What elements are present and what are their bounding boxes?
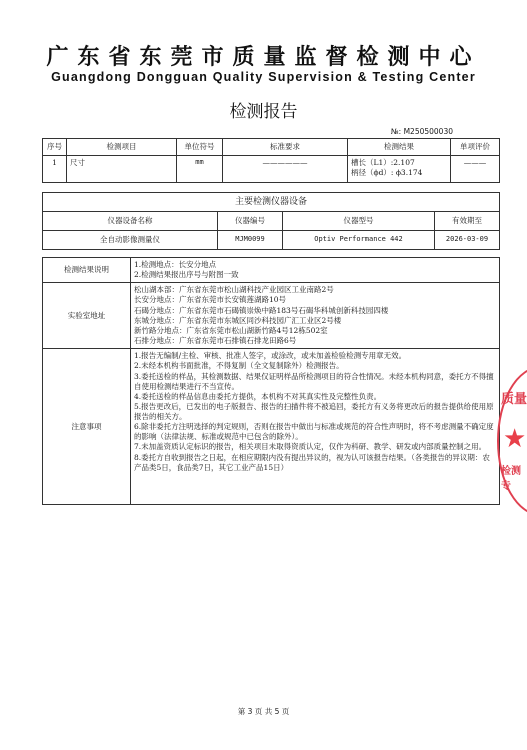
col-header-equipment-name: 仪器设备名称	[43, 212, 218, 231]
lab-address-line: 石排分地点：广东省东莞市石排镇石排龙田路6号	[134, 335, 297, 345]
explanation-content	[131, 258, 500, 283]
table-row	[43, 156, 500, 183]
note-line: 5.报告更改后，已发出的电子版报告、报告的扫描件将不被追回，委托方有义务将更改后的报告提供给使用原报告的相关方。	[134, 401, 494, 421]
col-header-equipment-number: 仪器编号	[218, 212, 283, 231]
results-table	[42, 138, 500, 183]
note-line: 7.未加盖资质认定标识的报告，相关项目未取得资质认定，仅作为科研、教学、研发或内部质量控制之用。	[134, 442, 487, 452]
col-header-requirement: 标准要求	[223, 139, 348, 156]
seal-text-top: 质量	[501, 392, 527, 407]
note-line: 8.委托方自收到报告之日起，在相应期限内没有提出异议的，视为认可该报告结果。（各类报告的异议期：农产品类5日，食品类7日，其它工业产品15日）	[134, 452, 490, 472]
col-header-unit: 单位符号	[177, 139, 223, 156]
row-requirement: ——————	[223, 156, 348, 183]
notes-content	[131, 349, 500, 505]
equipment-table-header	[43, 212, 500, 231]
star-icon: ★	[503, 424, 527, 454]
organization-name-cn: 广东省东莞市质量监督检测中心	[46, 45, 481, 70]
row-unit: mm	[177, 156, 223, 183]
lab-address-row	[43, 283, 500, 349]
col-header-result: 检测结果	[348, 139, 451, 156]
lab-address-line: 石碣分地点：广东省东莞市石碣镇崇焕中路183号石碣华科城创新科技园四楼	[134, 305, 389, 315]
seal-text-bottom: 检测专	[501, 466, 521, 492]
table-row	[43, 231, 500, 250]
organization-name-en: Guangdong Dongguan Quality Supervision & Testing Center	[51, 70, 476, 84]
equipment-number: MJM0099	[218, 231, 283, 250]
lab-address-line: 长安分地点：广东省东莞市长安镇莲湖路10号	[134, 295, 287, 305]
note-line: 1.报告无编制/主检、审核、批准人签字，或涂改，或未加盖检验检测专用章无效。	[134, 351, 407, 361]
report-number: №: M250500030	[390, 127, 453, 136]
result-line: 槽长（L1）:2.107	[351, 158, 415, 167]
result-line: 柄径（ϕd）: ϕ3.174	[351, 168, 423, 178]
col-header-valid-until: 有效期至	[435, 212, 500, 231]
note-line: 4.委托送检的样品信息由委托方提供，本机构不对其真实性及完整性负责。	[134, 391, 382, 401]
lab-address-content	[131, 283, 500, 349]
lab-address-line: 新竹路分地点：广东省东莞市松山湖新竹路4号12栋502室	[134, 325, 328, 335]
col-header-item: 检测项目	[67, 139, 177, 156]
report-title: 检测报告	[229, 102, 298, 122]
official-seal	[497, 366, 527, 516]
row-evaluation: ———	[451, 156, 500, 183]
results-table-header	[43, 139, 500, 156]
page-number: 第 3 页 共 5 页	[237, 707, 290, 716]
row-item: 尺寸	[67, 156, 177, 183]
row-no: 1	[43, 156, 67, 183]
explanation-label: 检测结果说明	[43, 258, 131, 283]
col-header-evaluation: 单项评价	[451, 139, 500, 156]
note-line: 6.除非委托方注明选择的判定规则，否则在报告中做出与标准或规范的符合性声明时，将不考虑测量不确定度的影响（法律法规、标准或规范中已包含的除外）。	[134, 422, 494, 442]
equipment-section-title: 主要检测仪器设备	[43, 193, 500, 212]
equipment-table	[42, 192, 500, 250]
note-line: 2.未经本机构书面批准，不得复制（全文复制除外）检测报告。	[134, 361, 344, 371]
equipment-name: 全自动影像测量仪	[43, 231, 218, 250]
equipment-model: Optiv Performance 442	[283, 231, 435, 250]
lab-address-label: 实验室地址	[43, 283, 131, 349]
explanation-line: 1.检测地点：长安分地点	[134, 260, 217, 269]
notes-row	[43, 349, 500, 505]
explanation-row	[43, 258, 500, 283]
lab-address-line: 松山湖本部：广东省东莞市松山湖科技产业园区工业南路2号	[134, 285, 334, 295]
col-header-no: 序号	[43, 139, 67, 156]
info-table	[42, 257, 500, 505]
row-result	[348, 156, 451, 183]
lab-address-line: 东城分地点：广东省东莞市东城区同沙科技园广汇工业区2号楼	[134, 315, 342, 325]
note-line: 3.委托送检的样品，其检测数据、结果仅证明样品所检测项目的符合性情况。未经本机构同意，委托方不得擅自使用检测结果进行不当宣传。	[134, 371, 494, 391]
notes-label: 注意事项	[43, 349, 131, 505]
col-header-equipment-model: 仪器型号	[283, 212, 435, 231]
explanation-line: 2.检测结果报出序号与附图一致	[134, 270, 239, 280]
equipment-valid-until: 2026-03-09	[435, 231, 500, 250]
